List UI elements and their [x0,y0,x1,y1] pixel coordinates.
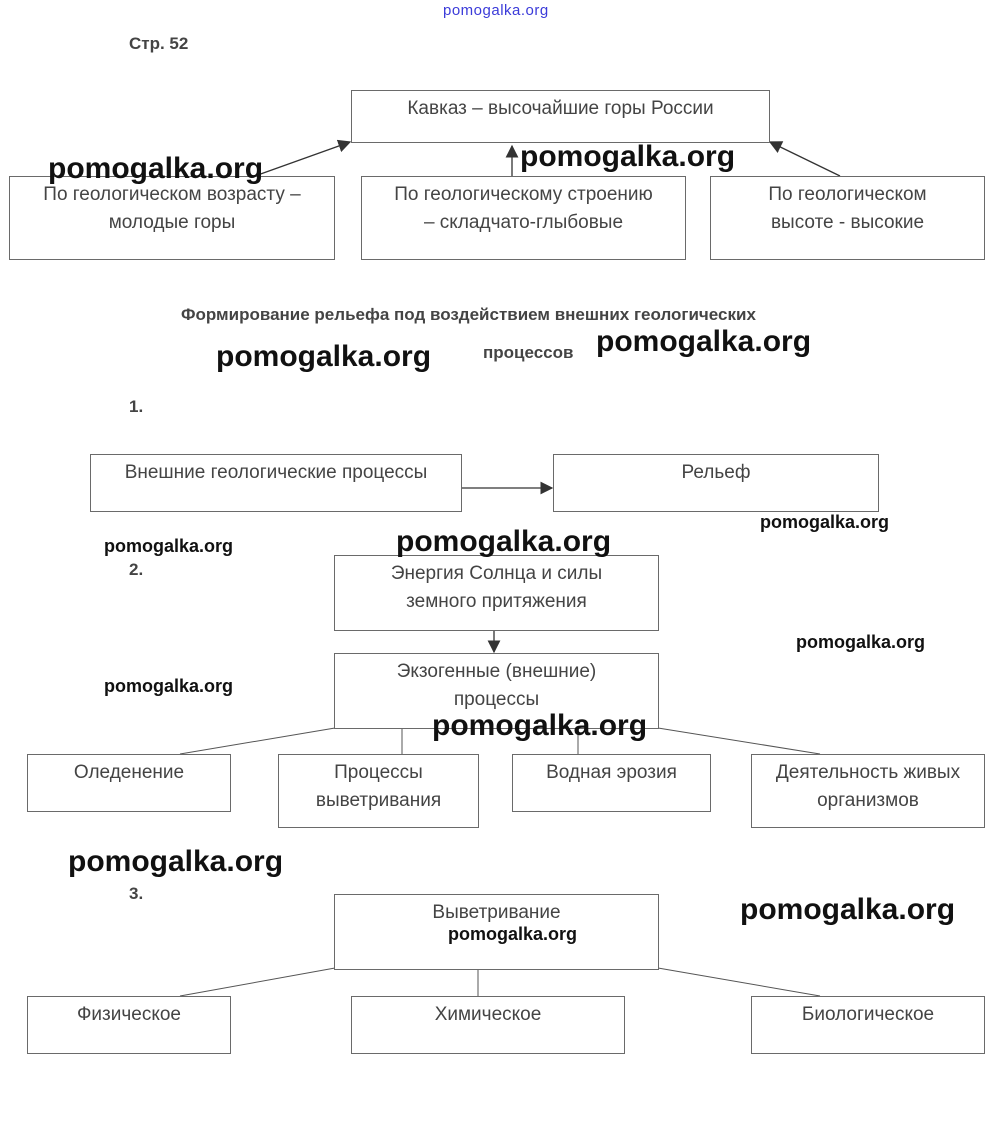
watermark: pomogalka.org [48,152,264,185]
relief-text: Рельеф [681,462,751,483]
watermark: pomogalka.org [104,536,234,556]
height-box [710,176,985,260]
caucasus-text: Кавказ – высочайшие горы России [407,98,714,119]
structure-line1: По геологическому строению [394,184,653,205]
section-title-line1: Формирование рельефа под воздействием внешних геологических [181,305,756,324]
height-line1: По геологическом [768,184,927,205]
caucasus-box [351,90,770,143]
watermark: pomogalka.org [448,924,578,944]
water-erosion-box [512,754,711,812]
chemical-text: Химическое [434,1004,542,1025]
weathering-processes-box [278,754,479,828]
exogenous-line1: Экзогенные (внешние) [396,661,597,682]
page-label: Стр. 52 [129,34,189,53]
site-header-link[interactable]: pomogalka.org [443,2,549,19]
watermark: pomogalka.org [396,525,612,558]
line-exo-to-item4 [658,728,820,754]
living-organisms-line2: организмов [817,790,919,811]
watermark: pomogalka.org [596,325,812,358]
watermark: pomogalka.org [216,340,432,373]
watermark: pomogalka.org [796,632,926,652]
age-line2: молодые горы [108,212,236,233]
physical-text: Физическое [76,1004,181,1025]
watermark: pomogalka.org [432,709,648,742]
glaciation-text: Оледенение [73,762,185,783]
external-processes-text: Внешние геологические процессы [124,462,428,483]
line-exo-to-item1 [180,728,335,754]
exogenous-line2: процессы [453,689,540,710]
glaciation-box [27,754,231,812]
arrow-left-to-top [255,142,350,176]
water-erosion-text: Водная эрозия [546,762,677,783]
physical-box [27,996,231,1054]
age-line1: По геологическом возрасту – [43,184,301,205]
living-organisms-line1: Деятельность живых [775,762,961,783]
weathering-processes-line1: Процессы [334,762,423,783]
watermark: pomogalka.org [68,845,284,878]
arrow-right-to-top [770,142,840,176]
height-line2: высоте - высокие [770,212,925,233]
weathering-processes-line2: выветривания [315,790,442,811]
sun-energy-line1: Энергия Солнца и силы [390,563,603,584]
sun-energy-line2: земного притяжения [406,591,587,612]
external-processes-box [90,454,462,512]
watermark: pomogalka.org [104,676,234,696]
watermark: pomogalka.org [520,140,736,173]
section-title-line2: процессов [483,343,574,362]
age-box [9,176,335,260]
sun-energy-box [334,555,659,631]
biological-box [751,996,985,1054]
weathering-text: Выветривание [432,902,561,923]
living-organisms-box [751,754,985,828]
watermark: pomogalka.org [760,512,890,532]
part2-number: 2. [129,560,144,579]
structure-line2: – складчато-глыбовые [423,212,624,233]
biological-text: Биологическое [801,1004,935,1025]
relief-box [553,454,879,512]
watermark: pomogalka.org [740,893,956,926]
chemical-box [351,996,625,1054]
part3-number: 3. [129,884,144,903]
part1-number: 1. [129,397,144,416]
structure-box [361,176,686,260]
line-weathering-to-physical [180,968,335,996]
line-weathering-to-biological [658,968,820,996]
